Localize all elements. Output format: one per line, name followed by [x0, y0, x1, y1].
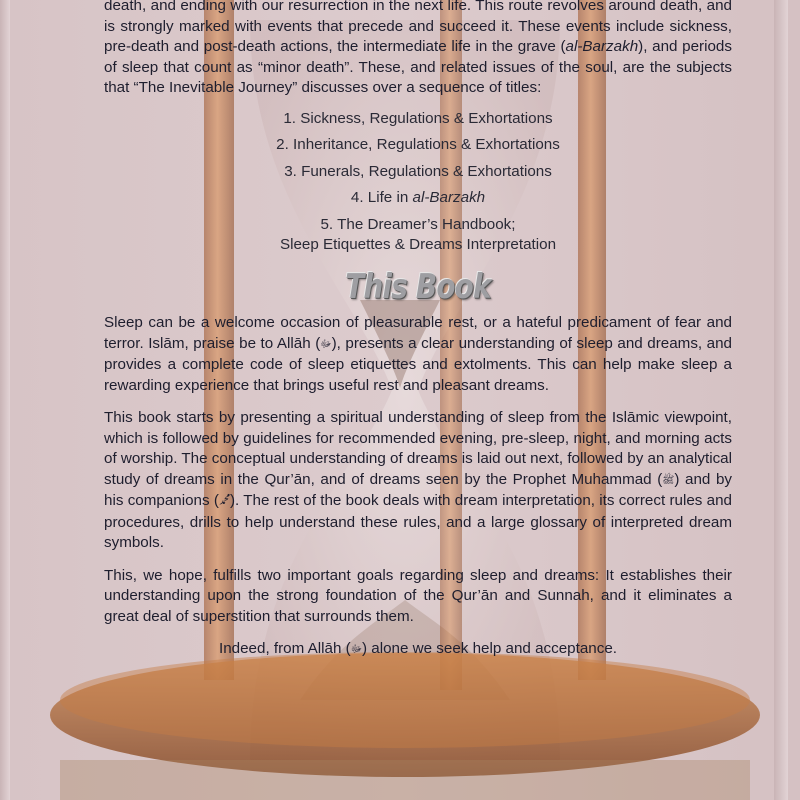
intro-line: “minor death”. These, and related issues of the soul, are the subjects that “The [104, 58, 732, 96]
intro-line: around death, and is strongly marked with events that precede and succeed it. [104, 0, 732, 35]
back-cover-text [104, 0, 732, 661]
paragraph-text: ) and by his companions ( [104, 470, 732, 509]
honorific-glyph: ﷻ [320, 338, 332, 350]
series-title [104, 188, 732, 208]
paragraph-text: This book starts by presenting a spiritual understanding of sleep from the Islāmic viewpoint, which is followed by guidelines for recommended evening, pre-sleep, night, and morning acts of worship. The conceptual understanding of dreams is laid out next, followed by an analytical study of dreams in the Qur’ān, and of dreams seen by the Prophet Muhammad ( [104, 409, 732, 488]
paragraph-text: Sleep can be a welcome occasion of pleasurable rest, or a hateful predicament of fear and terror. Islām, praise be to Allāh ( [104, 314, 732, 352]
paragraph-text: ) alone we seek help and acceptance. [362, 640, 617, 657]
intro-term: al-Barzakh [565, 38, 639, 55]
series-title: 2. Inheritance, Regulations & Exhortations [276, 136, 560, 153]
goals-paragraph: This, we hope, fulfills two important goals regarding sleep and dreams: It establishes their understanding upon the strong foundation of the Qur’ān and Sunnah, and it eliminates a great deal of superstition that surrounds them. [104, 566, 732, 625]
paragraph-text: ). The rest of the book deals with dream interpretation, its correct rules and procedures, drills to help understand these rules, and a large glossary of interpreted dream symbols. [104, 492, 732, 551]
intro-line: Inevitable Journey” discusses over a sequence of titles: [169, 79, 542, 96]
series-title: 5. The Dreamer’s Handbook; [320, 215, 516, 233]
intro-line: death, and ending with our resurrection in the next life. This route revolves [104, 0, 604, 14]
honorific-glyph: ﷴ [218, 496, 230, 507]
series-title: 1. Sickness, Regulations & Exhortations [283, 109, 553, 127]
description-paragraph [104, 313, 732, 396]
intro-line: ), and periods of sleep that count as [104, 38, 732, 76]
intro-line: These events include sickness, pre-death and post-death actions, the [104, 17, 732, 55]
intro-line: intermediate life in the grave ( [363, 38, 566, 55]
series-title-text: 4. Life in [350, 189, 413, 206]
paragraph-text: ), presents a clear understanding of sleep and dreams, and provides a complete code of sleep etiquettes and extolments. This can help make sleep a rewarding experience that brings useful rest and pleasant dreams. [104, 334, 732, 394]
honorific-glyph: ﷻ [350, 644, 362, 655]
contents-paragraph [104, 408, 732, 554]
intro-paragraph [104, 0, 732, 99]
series-title-term: al-Barzakh [412, 189, 486, 206]
series-title-continued: Sleep Etiquettes & Dreams Interpretation [279, 235, 557, 253]
closing-line [104, 639, 732, 661]
series-titles-list [104, 109, 732, 255]
honorific-glyph: ﷺ [662, 474, 675, 486]
paragraph-text: Indeed, from Allāh ( [219, 640, 351, 657]
section-heading: This Book [345, 266, 491, 307]
series-title: 3. Funerals, Regulations & Exhortations [284, 162, 552, 180]
